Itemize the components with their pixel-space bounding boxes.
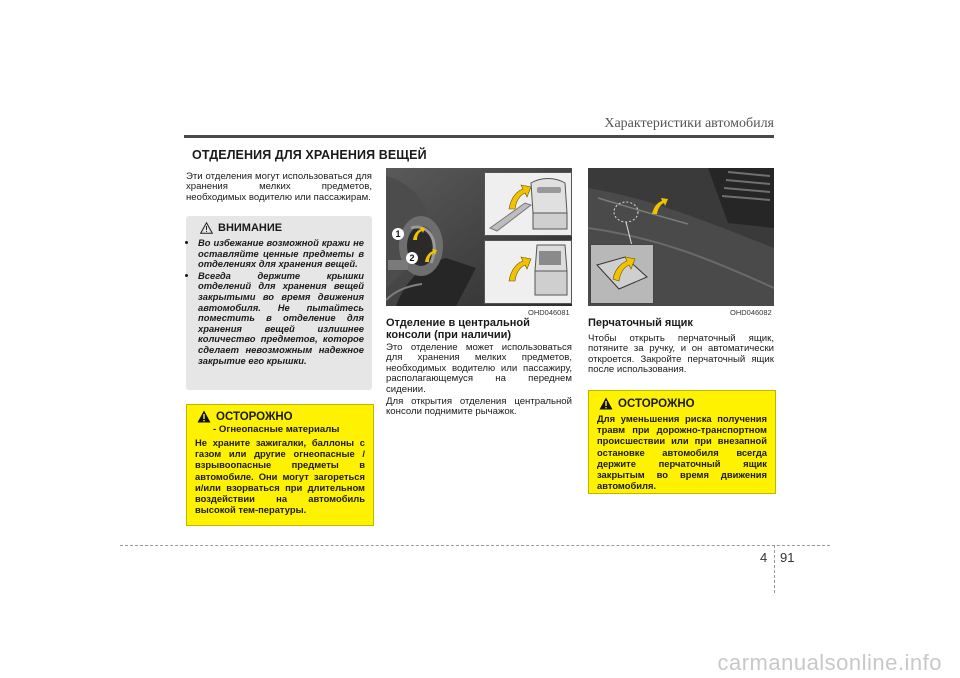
glovebox-handle-picture xyxy=(591,245,653,303)
attention-box xyxy=(186,216,372,390)
chapter-number: 4 xyxy=(760,550,768,565)
page-number: 91 xyxy=(780,550,795,565)
footer-divider xyxy=(120,545,830,546)
figure-code: OHD046081 xyxy=(528,308,570,317)
watermark: carmanualsonline.info xyxy=(717,650,942,675)
glovebox-handle-inset xyxy=(590,244,654,304)
warning-triangle-icon xyxy=(197,410,211,423)
attention-list xyxy=(186,238,372,366)
console-section-title: Отделение в центральной консоли (при наличии) xyxy=(386,317,530,341)
glovebox-paragraph: Чтобы открыть перчаточный ящик, потяните за ручку, и он автоматически откроется. Закройте перчаточный ящик после использования. xyxy=(588,333,774,376)
callout-2: 2 xyxy=(406,252,418,264)
glovebox-illustration xyxy=(588,168,774,306)
attention-item: • Всегда держите крышки отделений для хранения вещей закрытыми во время движения автомобиля. Не пытайтесь поместить в отделение для хранения вещей излишнее количество предметов, которое сделает невозможным надежное закрытие его крышки. xyxy=(198,271,364,366)
caution-heading xyxy=(187,405,373,423)
console-open-inset xyxy=(484,240,572,304)
caution-text: Для уменьшения риска получения травм при дорожно-транспортном происшествии или при внезапной остановке автомобиля всегда держите перчаточный ящик закрытым во время движения автомобиля. xyxy=(597,413,767,492)
section-title: ОТДЕЛЕНИЯ ДЛЯ ХРАНЕНИЯ ВЕЩЕЙ xyxy=(192,148,427,162)
caution-title: ОСТОРОЖНО xyxy=(618,397,695,410)
caution-box-glovebox xyxy=(588,390,776,494)
header-divider xyxy=(184,135,774,138)
figure-code: OHD046082 xyxy=(730,308,772,317)
attention-heading xyxy=(186,216,372,234)
caution-title: ОСТОРОЖНО xyxy=(216,410,293,423)
attention-title: ВНИМАНИЕ xyxy=(218,222,283,234)
caution-subtitle: - Огнеопасные материалы xyxy=(213,424,340,435)
intro-paragraph: Эти отделения могут использоваться для хранения мелких предметов, необходимых водителю или пассажирам. xyxy=(186,171,372,203)
footer-vertical-divider xyxy=(774,545,775,593)
warning-triangle-icon xyxy=(200,222,213,234)
lid-arrow-icon xyxy=(422,248,438,264)
glovebox-section-title: Перчаточный ящик xyxy=(588,317,693,329)
console-open-picture xyxy=(485,241,571,303)
console-illustration xyxy=(386,168,572,306)
chapter-header-title: Характеристики автомобиля xyxy=(604,116,774,131)
console-paragraph: Это отделение может использоваться для хранения мелких предметов, необходимых водителю или пассажиру, располагающемуся на переднем сидении. xyxy=(386,342,572,395)
caution-box-flammables xyxy=(186,404,374,526)
console-closed-inset xyxy=(484,172,572,236)
console-instruction: Для открытия отделения центральной консоли поднимите рычажок. xyxy=(386,396,572,418)
lever-arrow-icon xyxy=(410,226,426,242)
caution-heading xyxy=(589,391,775,410)
console-closed-picture xyxy=(485,173,571,235)
warning-triangle-icon xyxy=(599,397,613,410)
caution-text: Не храните зажигалки, баллоны с газом или другие огнеопасные / взрывоопасные предметы в автомобиле. Они могут загореться и/или взорваться при длительном воздействии на автомобиль высокой тем-пературы. xyxy=(195,437,365,516)
attention-item: • Во избежание возможной кражи не оставляйте ценные предметы в отделениях для хранения вещей. xyxy=(198,238,364,270)
callout-1: 1 xyxy=(392,228,404,240)
